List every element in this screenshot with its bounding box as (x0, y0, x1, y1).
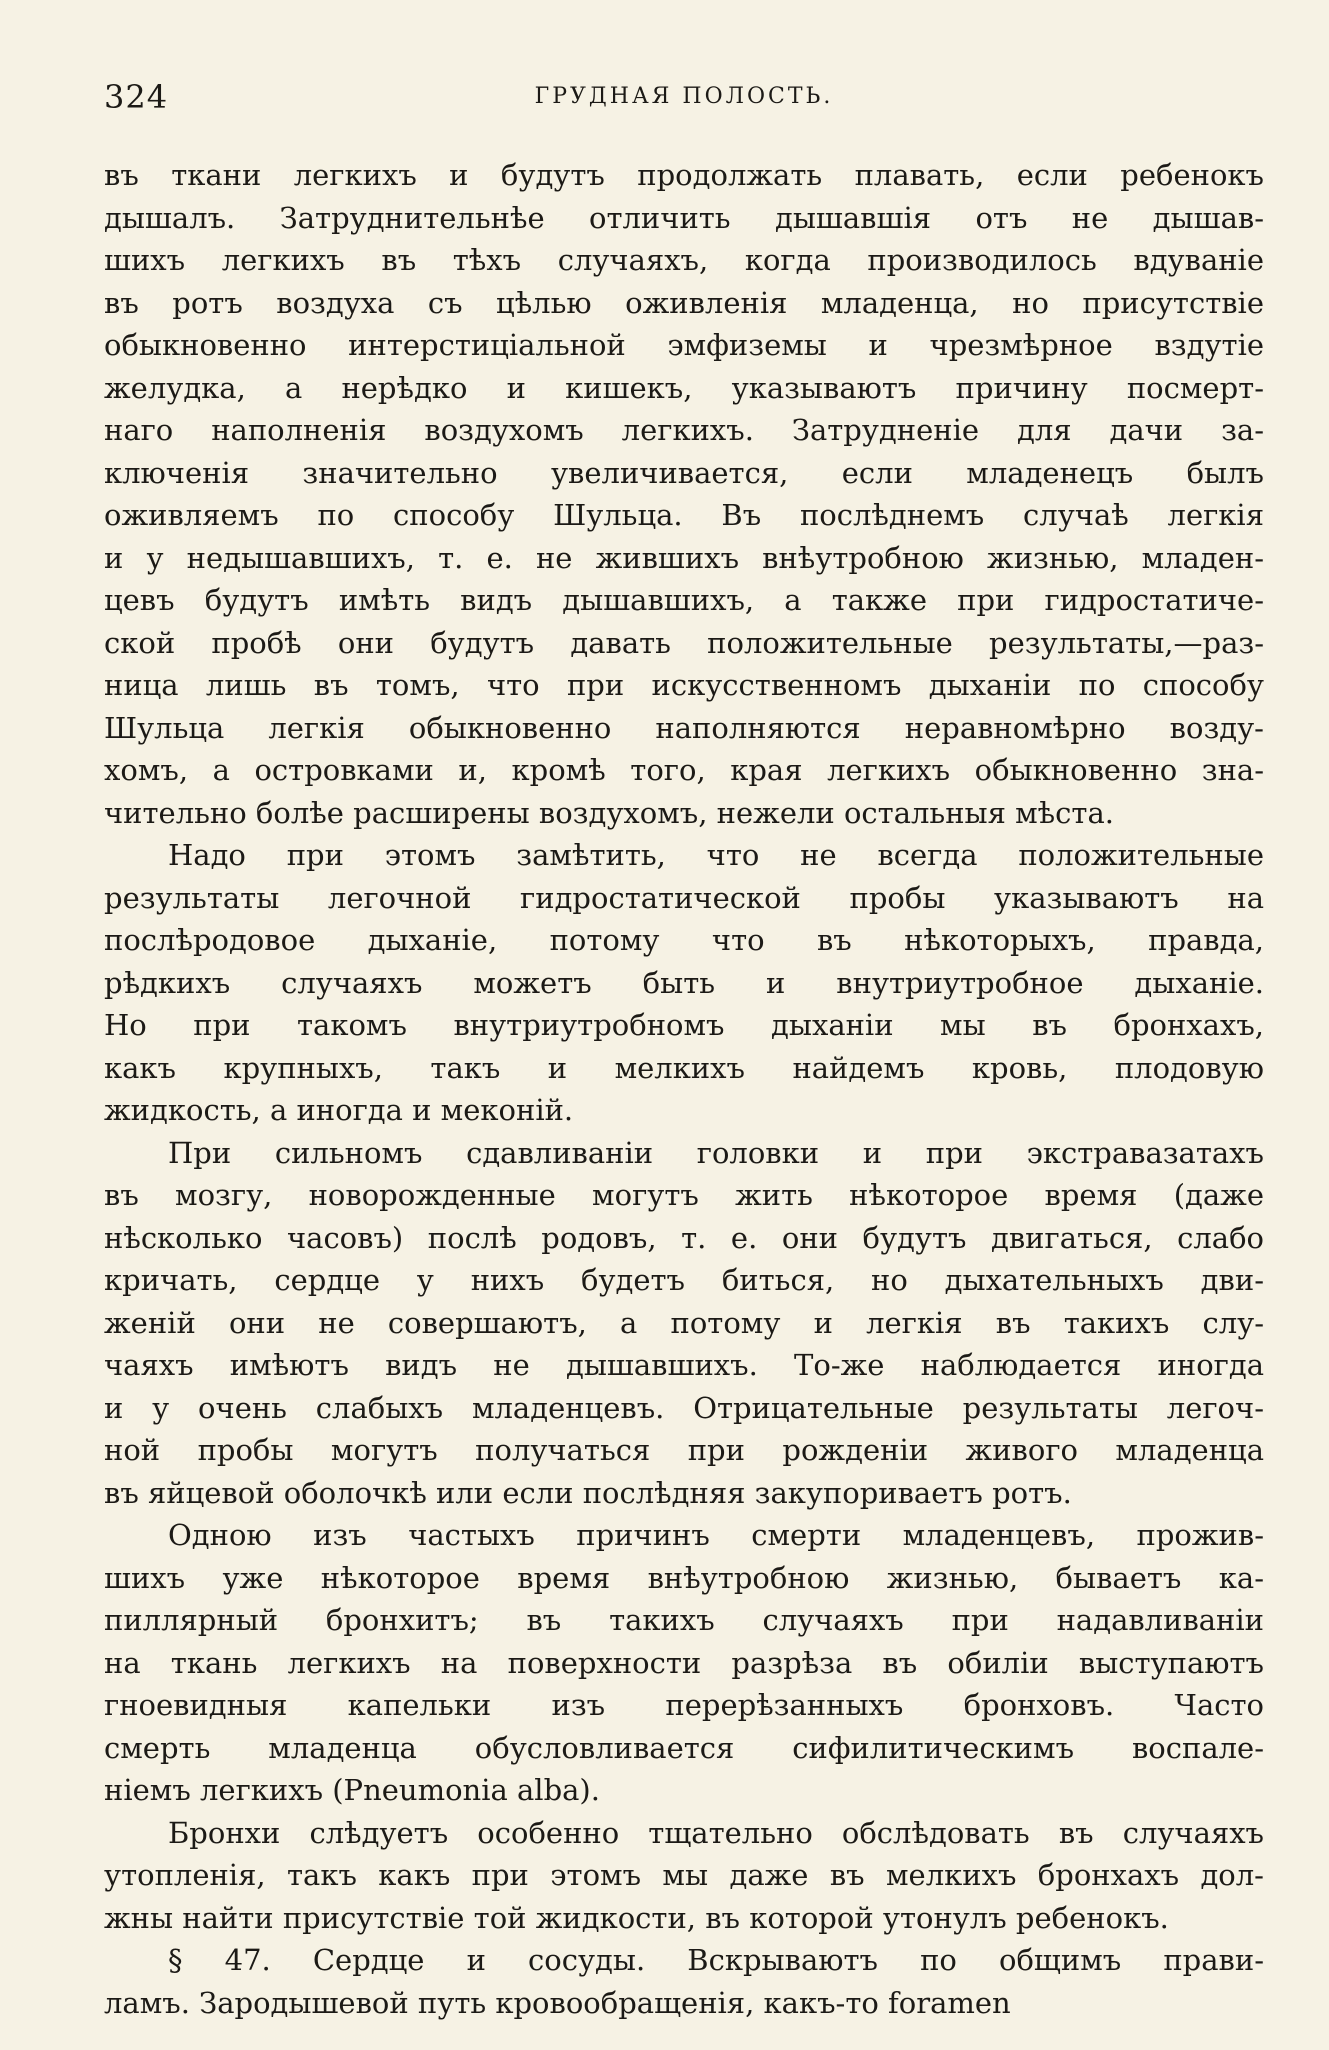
text-line: наго наполненія воздухомъ легкихъ. Затрудненіе для дачи за- (104, 413, 1264, 447)
text-line: въ мозгу, новорожденные могутъ жить нѣкоторое время (даже (104, 1178, 1264, 1212)
text-line: ніемъ легкихъ (Pneumonia alba). (104, 1773, 600, 1807)
text-line: нѣсколько часовъ) послѣ родовъ, т. е. они будутъ двигаться, слабо (104, 1220, 1264, 1255)
text-line: ламъ. Зародышевой путь кровообращенія, какъ-то foramen (104, 1985, 1011, 2020)
text-line: § 47. Сердце и сосуды. Вскрываютъ по общимъ прави- (168, 1943, 1264, 1977)
text-line: дышалъ. Затруднительнѣе отличить дышавшія отъ не дышав- (104, 200, 1264, 235)
text-line: женій они не совершаютъ, а потому и легкія въ такихъ слу- (104, 1305, 1264, 1340)
text-line: шихъ легкихъ въ тѣхъ случаяхъ, когда производилось вдуваніе (104, 243, 1264, 277)
text-line: Бронхи слѣдуетъ особенно тщательно обслѣдовать въ случаяхъ (168, 1815, 1264, 1850)
text-line: смерть младенца обусловливается сифилитическимъ воспале- (104, 1730, 1264, 1765)
text-line: гноевидныя капельки изъ перерѣзанныхъ бронховъ. Часто (104, 1688, 1264, 1722)
text-line: обыкновенно интерстиціальной эмфиземы и чрезмѣрное вздутіе (104, 328, 1264, 362)
text-line: кричать, сердце у нихъ будетъ биться, но дыхательныхъ дви- (104, 1263, 1264, 1297)
text-line: ной пробы могутъ получаться при рожденіи живого младенца (104, 1433, 1264, 1467)
text-line: жидкость, а иногда и меконій. (104, 1093, 574, 1127)
text-line: чительно болѣе расширены воздухомъ, нежели остальныя мѣста. (104, 795, 1114, 830)
text-line: При сильномъ сдавливаніи головки и при экстравазатахъ (168, 1135, 1264, 1170)
text-line: послѣродовое дыханіе, потому что въ нѣкоторыхъ, правда, (104, 923, 1264, 957)
text-line: пиллярный бронхитъ; въ такихъ случаяхъ при надавливаніи (104, 1603, 1264, 1637)
text-line: цевъ будутъ имѣть видъ дышавшихъ, а также при гидростатиче- (104, 583, 1264, 617)
text-line: какъ крупныхъ, такъ и мелкихъ найдемъ кровь, плодовую (104, 1050, 1264, 1085)
text-line: оживляемъ по способу Шульца. Въ послѣднемъ случаѣ легкія (104, 498, 1264, 532)
text-line: ской пробѣ они будутъ давать положительные результаты,—раз- (104, 625, 1264, 660)
text-line: въ ткани легкихъ и будутъ продолжать плавать, если ребенокъ (104, 158, 1264, 192)
text-line: и у очень слабыхъ младенцевъ. Отрицательные результаты легоч- (104, 1390, 1264, 1425)
text-line: результаты легочной гидростатической пробы указываютъ на (104, 880, 1264, 915)
text-line: Надо при этомъ замѣтить, что не всегда положительные (168, 838, 1264, 872)
text-line: рѣдкихъ случаяхъ можетъ быть и внутриутробное дыханіе. (104, 965, 1264, 1000)
page-header (104, 78, 1264, 120)
page-number: 324 (104, 78, 169, 116)
text-line: и у недышавшихъ, т. е. не жившихъ внѣутробною жизнью, младен- (104, 540, 1264, 575)
running-title: ГРУДНАЯ ПОЛОСТЬ. (534, 84, 834, 109)
text-line: хомъ, а островками и, кромѣ того, края легкихъ обыкновенно зна- (104, 753, 1264, 787)
text-line: въ ротъ воздуха съ цѣлью оживленія младенца, но присутствіе (104, 285, 1264, 320)
text-line: шихъ уже нѣкоторое время внѣутробною жизнью, бываетъ ка- (104, 1560, 1264, 1595)
text-line: въ яйцевой оболочкѣ или если послѣдняя закупориваетъ ротъ. (104, 1475, 1072, 1510)
text-line: утопленія, такъ какъ при этомъ мы даже въ мелкихъ бронхахъ дол- (104, 1858, 1264, 1892)
text-line: чаяхъ имѣютъ видъ не дышавшихъ. То-же наблюдается иногда (104, 1348, 1264, 1382)
text-line: ключенія значительно увеличивается, если младенецъ былъ (104, 455, 1264, 490)
text-line: на ткань легкихъ на поверхности разрѣза въ обиліи выступаютъ (104, 1645, 1264, 1680)
text-line: Одною изъ частыхъ причинъ смерти младенцевъ, прожив- (168, 1518, 1264, 1552)
text-line: Но при такомъ внутриутробномъ дыханіи мы въ бронхахъ, (104, 1008, 1264, 1042)
text-line: желудка, а нерѣдко и кишекъ, указываютъ причину посмерт- (104, 370, 1264, 405)
body-text (104, 154, 1264, 2024)
text-line: Шульца легкія обыкновенно наполняются неравномѣрно возду- (104, 710, 1264, 745)
text-line: ница лишь въ томъ, что при искусственномъ дыханіи по способу (104, 668, 1264, 702)
text-line: жны найти присутствіе той жидкости, въ которой утонулъ ребенокъ. (104, 1900, 1169, 1935)
